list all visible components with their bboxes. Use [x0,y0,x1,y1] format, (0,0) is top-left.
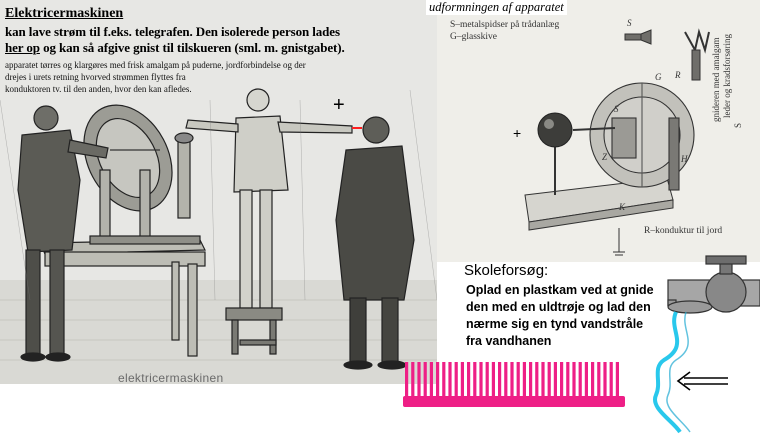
svg-text:G: G [655,72,662,82]
vertical-label-rubber: gnideren med amalgam [711,37,721,122]
comb-tooth [572,362,575,398]
instruction-line-2: drejes i urets retning hvorved strømmen flyttes fra [5,72,186,82]
comb-tooth [529,362,532,398]
comb-tooth [554,362,557,398]
comb-tooth [560,362,563,398]
comb-tooth [424,362,427,398]
legend-item-glass-disc: G–glasskive [450,32,497,42]
school-text-line-1: Oplad en plastkam ved at gnide [466,283,654,297]
comb-tooth [479,362,482,398]
svg-text:H: H [681,154,688,164]
comb-tooth [566,362,569,398]
comb-tooth [498,362,501,398]
comb-tooth [486,362,489,398]
plastic-comb [403,362,625,407]
comb-tooth [579,362,582,398]
lead-underlined-phrase: her op [5,40,40,55]
comb-tooth [535,362,538,398]
lead-text-line-1: kan lave strøm til f.eks. telegrafen. Den isolerede person lades [5,24,340,39]
instruction-line-3: konduktoren tv. til den anden, hvor den kan afledes. [5,84,192,94]
comb-tooth [585,362,588,398]
instruction-line-1: apparatet tørres og klargøres med frisk amalgam på puderne, jordforbindelse og der [5,60,306,70]
lead-text-rest: og kan så afgive gnist til tilskueren (sml. m. gnistgabet). [39,40,345,55]
arrow-icon [678,372,728,390]
comb-tooth [616,362,619,398]
school-text-line-3: nærme sig en tynd vandstråle [466,317,644,331]
comb-tooth [523,362,526,398]
svg-text:R: R [675,70,681,80]
comb-tooth [492,362,495,398]
comb-tooth [610,362,613,398]
comb-tooth [504,362,507,398]
comb-tooth [461,362,464,398]
comb-tooth [442,362,445,398]
school-experiment-title: Skoleforsøg: [464,262,549,279]
school-text-line-4: fra vandhanen [466,334,552,348]
vertical-label-s: S [733,122,743,128]
comb-tooth [510,362,513,398]
svg-text:S: S [614,104,619,114]
comb-tooth [541,362,544,398]
comb-tooth [448,362,451,398]
comb-tooth [597,362,600,398]
comb-tooth [591,362,594,398]
vertical-label-conductor: leder og kradsforsøring [722,34,732,118]
plus-sign-marker: + [333,94,345,116]
ground-conductor-label: R–konduktur til jord [644,226,723,236]
comb-tooth [517,362,520,398]
comb-tooth [467,362,470,398]
svg-text:Z: Z [602,152,608,162]
comb-tooth [417,362,420,398]
water-faucet [668,256,760,313]
comb-tooth [430,362,433,398]
water-stream [655,312,680,432]
sphere-plus-sign: + [513,125,522,141]
comb-tooth [411,362,414,398]
comb-tooth [405,362,408,398]
comb-tooth [473,362,476,398]
comb-tooth [436,362,439,398]
legend-item-spikes: S–metalspidser på trådanlæg [450,20,560,30]
svg-text:S: S [627,18,632,28]
illustration-caption: elektricermaskinen [118,371,224,384]
page-title: Elektricermaskinen [5,6,124,21]
comb-tooth [548,362,551,398]
school-text-line-2: den med en uldtrøje og lad den [466,300,651,314]
svg-text:K: K [619,202,626,212]
comb-tooth [603,362,606,398]
comb-tooth [455,362,458,398]
diagram-heading: udformningen af apparatet [426,0,567,15]
